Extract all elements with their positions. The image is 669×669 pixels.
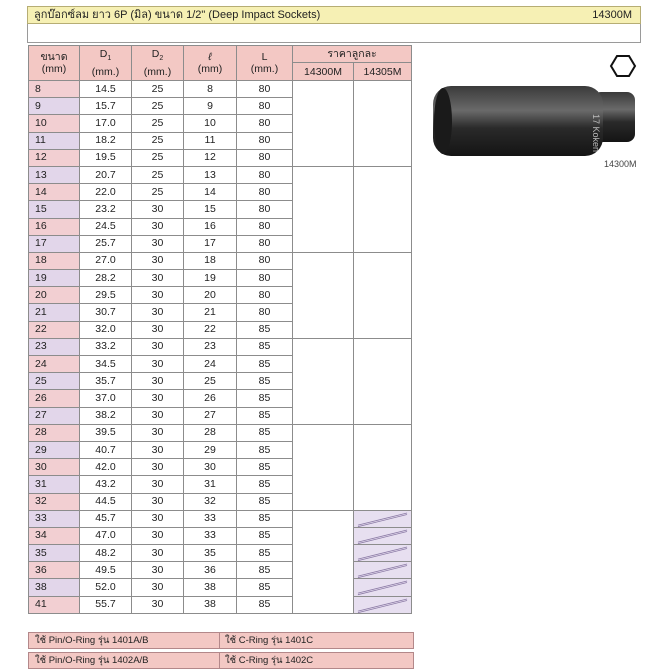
- cell-d2: 25: [132, 98, 184, 115]
- cell-d2: 25: [132, 184, 184, 201]
- cell-l: 35: [184, 545, 237, 562]
- cell-d2: 30: [132, 493, 184, 510]
- cell-l: 38: [184, 579, 237, 596]
- cell-d2: 30: [132, 252, 184, 269]
- cell-d1: 52.0: [80, 579, 132, 596]
- cell-l: 28: [184, 424, 237, 441]
- cell-l: 31: [184, 476, 237, 493]
- cell-d1: 43.2: [80, 476, 132, 493]
- price-14305m-unavailable: [354, 545, 412, 562]
- cell-size: 18: [29, 252, 80, 269]
- price-14300m-cell: [293, 424, 354, 510]
- cell-d2: 25: [132, 166, 184, 183]
- cell-size: 10: [29, 115, 80, 132]
- cell-size: 34: [29, 527, 80, 544]
- cell-d2: 25: [132, 81, 184, 98]
- cell-length: 85: [237, 510, 293, 527]
- cell-l: 26: [184, 390, 237, 407]
- cell-l: 30: [184, 459, 237, 476]
- cell-d1: 19.5: [80, 149, 132, 166]
- cell-l: 8: [184, 81, 237, 98]
- table-row: [29, 252, 412, 269]
- cell-l: 21: [184, 304, 237, 321]
- cell-d1: 20.7: [80, 166, 132, 183]
- cell-l: 24: [184, 356, 237, 373]
- cell-length: 80: [237, 304, 293, 321]
- cell-d1: 22.0: [80, 184, 132, 201]
- cell-d1: 35.7: [80, 373, 132, 390]
- cell-l: 23: [184, 338, 237, 355]
- cell-size: 32: [29, 493, 80, 510]
- header-d1: $D_1$ (mm.): [80, 46, 132, 81]
- cell-d2: 30: [132, 476, 184, 493]
- cell-length: 85: [237, 579, 293, 596]
- cell-d1: 25.7: [80, 235, 132, 252]
- cell-size: 16: [29, 218, 80, 235]
- cell-l: 33: [184, 510, 237, 527]
- cell-length: 85: [237, 545, 293, 562]
- cell-size: 13: [29, 166, 80, 183]
- cell-d2: 30: [132, 304, 184, 321]
- page-title: ลูกบ๊อกซ์ลม ยาว 6P (มิล) ขนาด 1/2" (Deep Impact Sockets): [34, 9, 321, 21]
- cell-d2: 30: [132, 235, 184, 252]
- cell-size: 26: [29, 390, 80, 407]
- cell-length: 80: [237, 81, 293, 98]
- cell-d2: 30: [132, 596, 184, 613]
- price-14300m-cell: [293, 81, 354, 167]
- price-14305m-cell: [354, 166, 412, 252]
- price-14300m-cell: [293, 166, 354, 252]
- cell-d1: 42.0: [80, 459, 132, 476]
- cell-l: 33: [184, 527, 237, 544]
- header-l-small: ℓ (mm): [184, 46, 237, 81]
- cell-length: 80: [237, 132, 293, 149]
- table-row: [29, 338, 412, 355]
- notes: [28, 632, 414, 669]
- cell-size: 11: [29, 132, 80, 149]
- cell-l: 20: [184, 287, 237, 304]
- cell-d2: 30: [132, 218, 184, 235]
- cell-length: 80: [237, 235, 293, 252]
- cell-d1: 33.2: [80, 338, 132, 355]
- cell-d2: 30: [132, 407, 184, 424]
- cell-d1: 55.7: [80, 596, 132, 613]
- table-row: [29, 81, 412, 98]
- table-row: [29, 545, 412, 562]
- cell-size: 12: [29, 149, 80, 166]
- cell-d1: 48.2: [80, 545, 132, 562]
- cell-d2: 30: [132, 545, 184, 562]
- cell-length: 80: [237, 115, 293, 132]
- cell-d2: 30: [132, 441, 184, 458]
- table-row: [29, 596, 412, 613]
- cell-l: 38: [184, 596, 237, 613]
- cell-l: 29: [184, 441, 237, 458]
- cell-size: 35: [29, 545, 80, 562]
- cell-length: 85: [237, 407, 293, 424]
- cell-l: 11: [184, 132, 237, 149]
- cell-length: 85: [237, 562, 293, 579]
- cell-size: 8: [29, 81, 80, 98]
- cell-d2: 30: [132, 459, 184, 476]
- cell-d1: 44.5: [80, 493, 132, 510]
- price-14305m-cell: [354, 81, 412, 167]
- cell-size: 9: [29, 98, 80, 115]
- title-bar: [27, 6, 641, 24]
- header-price: ราคาลูกละ: [293, 46, 412, 63]
- cell-length: 85: [237, 441, 293, 458]
- deep-impact-socket-image: [425, 54, 645, 174]
- cell-size: 21: [29, 304, 80, 321]
- cell-l: 12: [184, 149, 237, 166]
- cell-d1: 40.7: [80, 441, 132, 458]
- cell-size: 15: [29, 201, 80, 218]
- price-14305m-cell: [354, 424, 412, 510]
- cell-d2: 30: [132, 270, 184, 287]
- cell-l: 9: [184, 98, 237, 115]
- cell-length: 80: [237, 184, 293, 201]
- cell-size: 14: [29, 184, 80, 201]
- product-code: 14300M: [592, 9, 632, 21]
- cell-size: 36: [29, 562, 80, 579]
- price-14305m-cell: [354, 338, 412, 424]
- cell-d1: 38.2: [80, 407, 132, 424]
- cell-d1: 15.7: [80, 98, 132, 115]
- cell-d2: 25: [132, 149, 184, 166]
- price-14305m-unavailable: [354, 510, 412, 527]
- cell-length: 85: [237, 373, 293, 390]
- cell-length: 80: [237, 166, 293, 183]
- table-row: [29, 510, 412, 527]
- cell-size: 29: [29, 441, 80, 458]
- price-14300m-cell: [293, 510, 354, 613]
- cell-size: 27: [29, 407, 80, 424]
- cell-l: 10: [184, 115, 237, 132]
- cell-size: 38: [29, 579, 80, 596]
- price-14305m-unavailable: [354, 596, 412, 613]
- table-row: [29, 579, 412, 596]
- cell-length: 80: [237, 270, 293, 287]
- cell-length: 85: [237, 476, 293, 493]
- cell-length: 85: [237, 390, 293, 407]
- cell-size: 19: [29, 270, 80, 287]
- cell-l: 16: [184, 218, 237, 235]
- header-size: ขนาด (mm): [29, 46, 80, 81]
- cell-length: 85: [237, 356, 293, 373]
- sub-bar: [27, 24, 641, 43]
- cell-size: 30: [29, 459, 80, 476]
- cell-size: 23: [29, 338, 80, 355]
- cell-d2: 30: [132, 338, 184, 355]
- header-price-14300m: 14300M: [293, 63, 354, 81]
- price-14305m-cell: [354, 252, 412, 338]
- spec-table: [28, 45, 412, 614]
- cell-l: 15: [184, 201, 237, 218]
- cell-length: 80: [237, 287, 293, 304]
- cell-d2: 30: [132, 390, 184, 407]
- table-row: [29, 166, 412, 183]
- cell-d1: 17.0: [80, 115, 132, 132]
- cell-size: 25: [29, 373, 80, 390]
- cell-size: 33: [29, 510, 80, 527]
- cell-d1: 30.7: [80, 304, 132, 321]
- cell-length: 80: [237, 98, 293, 115]
- cell-d1: 29.5: [80, 287, 132, 304]
- price-14305m-unavailable: [354, 562, 412, 579]
- cell-l: 18: [184, 252, 237, 269]
- cell-d1: 14.5: [80, 81, 132, 98]
- cell-l: 14: [184, 184, 237, 201]
- price-14305m-unavailable: [354, 579, 412, 596]
- table-row: [29, 527, 412, 544]
- cell-d2: 30: [132, 201, 184, 218]
- note-right-1: ใช้ C-Ring รุ่น 1401C: [225, 635, 314, 646]
- cell-l: 22: [184, 321, 237, 338]
- cell-length: 80: [237, 218, 293, 235]
- cell-d2: 30: [132, 579, 184, 596]
- cell-length: 80: [237, 149, 293, 166]
- cell-length: 85: [237, 459, 293, 476]
- cell-l: 27: [184, 407, 237, 424]
- table-row: [29, 562, 412, 579]
- cell-length: 85: [237, 527, 293, 544]
- price-14300m-cell: [293, 252, 354, 338]
- cell-d1: 28.2: [80, 270, 132, 287]
- cell-size: 22: [29, 321, 80, 338]
- cell-d2: 30: [132, 562, 184, 579]
- cell-d2: 30: [132, 373, 184, 390]
- cell-size: 41: [29, 596, 80, 613]
- cell-d1: 27.0: [80, 252, 132, 269]
- cell-d1: 23.2: [80, 201, 132, 218]
- price-14305m-unavailable: [354, 527, 412, 544]
- price-14300m-cell: [293, 338, 354, 424]
- cell-l: 32: [184, 493, 237, 510]
- cell-l: 19: [184, 270, 237, 287]
- header-d2: $D_2$ (mm.): [132, 46, 184, 81]
- header-price-14305m: 14305M: [354, 63, 412, 81]
- cell-d2: 30: [132, 356, 184, 373]
- note-right-2: ใช้ C-Ring รุ่น 1402C: [225, 655, 314, 666]
- cell-l: 17: [184, 235, 237, 252]
- cell-d2: 30: [132, 424, 184, 441]
- cell-d1: 32.0: [80, 321, 132, 338]
- cell-length: 80: [237, 201, 293, 218]
- hexagon-icon: [611, 56, 635, 76]
- cell-size: 28: [29, 424, 80, 441]
- cell-size: 24: [29, 356, 80, 373]
- cell-d2: 30: [132, 527, 184, 544]
- cell-d1: 45.7: [80, 510, 132, 527]
- cell-d2: 25: [132, 115, 184, 132]
- cell-length: 85: [237, 596, 293, 613]
- cell-length: 85: [237, 321, 293, 338]
- cell-d2: 30: [132, 321, 184, 338]
- table-row: [29, 424, 412, 441]
- cell-d1: 49.5: [80, 562, 132, 579]
- spec-table-body: [29, 81, 412, 614]
- note-left-1: ใช้ Pin/O-Ring รุ่น 1401A/B: [35, 635, 149, 646]
- cell-d1: 24.5: [80, 218, 132, 235]
- note-left-2: ใช้ Pin/O-Ring รุ่น 1402A/B: [35, 655, 149, 666]
- header-l-big: L (mm.): [237, 46, 293, 81]
- product-caption: 14300M: [604, 159, 637, 169]
- note-row-2: [28, 652, 414, 669]
- cell-l: 36: [184, 562, 237, 579]
- cell-l: 25: [184, 373, 237, 390]
- cell-d2: 25: [132, 132, 184, 149]
- cell-d1: 34.5: [80, 356, 132, 373]
- cell-d1: 39.5: [80, 424, 132, 441]
- cell-d1: 47.0: [80, 527, 132, 544]
- cell-d2: 30: [132, 287, 184, 304]
- cell-size: 17: [29, 235, 80, 252]
- cell-l: 13: [184, 166, 237, 183]
- cell-length: 85: [237, 493, 293, 510]
- cell-length: 85: [237, 424, 293, 441]
- cell-size: 20: [29, 287, 80, 304]
- socket-engraving: 17 Koken: [591, 114, 601, 153]
- cell-d1: 37.0: [80, 390, 132, 407]
- cell-length: 85: [237, 338, 293, 355]
- note-row-1: [28, 632, 414, 649]
- cell-size: 31: [29, 476, 80, 493]
- cell-d2: 30: [132, 510, 184, 527]
- cell-length: 80: [237, 252, 293, 269]
- socket-body: [433, 86, 603, 156]
- cell-d1: 18.2: [80, 132, 132, 149]
